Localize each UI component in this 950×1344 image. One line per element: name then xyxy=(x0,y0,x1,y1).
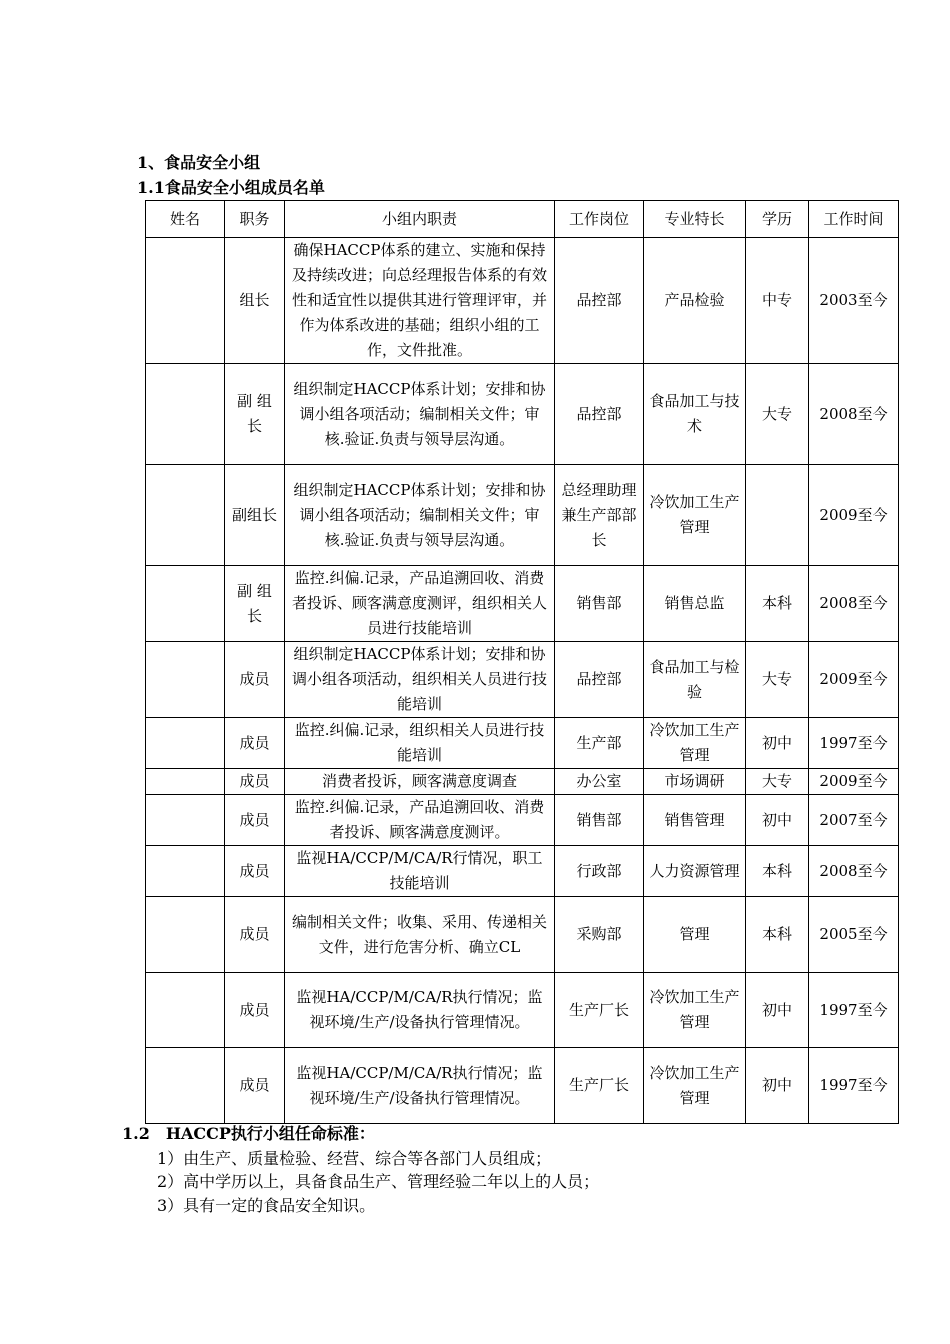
cell-position: 成员 xyxy=(225,718,285,769)
cell-specialty: 管理 xyxy=(644,897,746,973)
cell-duty: 编制相关文件；收集、采用、传递相关文件，进行危害分析、确立CL xyxy=(285,897,555,973)
cell-post: 生产厂长 xyxy=(555,973,644,1048)
cell-post: 总经理助理兼生产部部长 xyxy=(555,465,644,566)
cell-education: 本科 xyxy=(746,846,809,897)
cell-duty: 监控.纠偏.记录，产品追溯回收、消费者投诉、顾客满意度测评。 xyxy=(285,795,555,846)
cell-name xyxy=(146,718,225,769)
cell-name xyxy=(146,1048,225,1124)
header-duty: 小组内职责 xyxy=(285,201,555,238)
cell-since: 2005至今 xyxy=(809,897,899,973)
cell-duty: 组织制定HACCP体系计划；安排和协调小组各项活动；编制相关文件；审核.验证.负责与领导层沟通。 xyxy=(285,364,555,465)
cell-education: 初中 xyxy=(746,718,809,769)
cell-since: 2009至今 xyxy=(809,465,899,566)
table-row xyxy=(146,465,899,566)
cell-duty: 监视HA/CCP/M/CA/R执行情况；监视环境/生产/设备执行管理情况。 xyxy=(285,1048,555,1124)
cell-education: 大专 xyxy=(746,364,809,465)
cell-education: 初中 xyxy=(746,973,809,1048)
cell-post: 品控部 xyxy=(555,364,644,465)
cell-duty: 监视HA/CCP/M/CA/R行情况，职工技能培训 xyxy=(285,846,555,897)
cell-position: 成员 xyxy=(225,642,285,718)
cell-position: 成员 xyxy=(225,769,285,795)
cell-duty: 监控.纠偏.记录，产品追溯回收、消费者投诉、顾客满意度测评，组织相关人员进行技能培训 xyxy=(285,566,555,642)
cell-duty: 确保HACCP体系的建立、实施和保持及持续改进；向总经理报告体系的有效性和适宜性以提供其进行管理评审，并作为体系改进的基础；组织小组的工作，文件批准。 xyxy=(285,238,555,364)
cell-specialty: 销售管理 xyxy=(644,795,746,846)
cell-post: 销售部 xyxy=(555,566,644,642)
cell-specialty: 冷饮加工生产管理 xyxy=(644,718,746,769)
cell-post: 生产厂长 xyxy=(555,1048,644,1124)
table-row xyxy=(146,973,899,1048)
cell-since: 2009至今 xyxy=(809,642,899,718)
cell-post: 办公室 xyxy=(555,769,644,795)
cell-name xyxy=(146,769,225,795)
header-name: 姓名 xyxy=(146,201,225,238)
cell-name xyxy=(146,846,225,897)
cell-education: 初中 xyxy=(746,795,809,846)
cell-education: 本科 xyxy=(746,897,809,973)
table-row xyxy=(146,364,899,465)
header-education: 学历 xyxy=(746,201,809,238)
cell-specialty: 产品检验 xyxy=(644,238,746,364)
table-row xyxy=(146,897,899,973)
cell-specialty: 人力资源管理 xyxy=(644,846,746,897)
cell-post: 生产部 xyxy=(555,718,644,769)
subsection-title: 1.1食品安全小组成员名单 xyxy=(137,178,325,197)
cell-duty: 消费者投诉，顾客满意度调查 xyxy=(285,769,555,795)
cell-specialty: 食品加工与技术 xyxy=(644,364,746,465)
cell-position: 副 组长 xyxy=(225,566,285,642)
cell-post: 行政部 xyxy=(555,846,644,897)
cell-position: 副组长 xyxy=(225,465,285,566)
cell-education: 本科 xyxy=(746,566,809,642)
cell-name xyxy=(146,973,225,1048)
cell-position: 组长 xyxy=(225,238,285,364)
cell-since: 2003至今 xyxy=(809,238,899,364)
cell-since: 1997至今 xyxy=(809,1048,899,1124)
cell-since: 2007至今 xyxy=(809,795,899,846)
criteria-item: 3）具有一定的食品安全知识。 xyxy=(157,1196,376,1215)
cell-name xyxy=(146,238,225,364)
header-since: 工作时间 xyxy=(809,201,899,238)
cell-education: 初中 xyxy=(746,1048,809,1124)
cell-position: 成员 xyxy=(225,897,285,973)
table-row xyxy=(146,846,899,897)
cell-post: 采购部 xyxy=(555,897,644,973)
table-row xyxy=(146,642,899,718)
section-title: 1、食品安全小组 xyxy=(137,153,261,172)
table-header-row xyxy=(146,201,899,238)
cell-duty: 监视HA/CCP/M/CA/R执行情况；监视环境/生产/设备执行管理情况。 xyxy=(285,973,555,1048)
cell-position: 成员 xyxy=(225,795,285,846)
table-row xyxy=(146,566,899,642)
cell-specialty: 冷饮加工生产管理 xyxy=(644,973,746,1048)
cell-position: 成员 xyxy=(225,973,285,1048)
cell-position: 成员 xyxy=(225,1048,285,1124)
cell-specialty: 冷饮加工生产管理 xyxy=(644,465,746,566)
cell-position: 成员 xyxy=(225,846,285,897)
header-position: 职务 xyxy=(225,201,285,238)
criteria-title: 1.2 HACCP执行小组任命标准： xyxy=(122,1124,375,1143)
cell-name xyxy=(146,465,225,566)
header-specialty: 专业特长 xyxy=(644,201,746,238)
cell-name xyxy=(146,795,225,846)
cell-education: 中专 xyxy=(746,238,809,364)
cell-duty: 组织制定HACCP体系计划；安排和协调小组各项活动；编制相关文件；审核.验证.负责与领导层沟通。 xyxy=(285,465,555,566)
cell-specialty: 市场调研 xyxy=(644,769,746,795)
cell-specialty: 食品加工与检验 xyxy=(644,642,746,718)
table-row xyxy=(146,718,899,769)
cell-specialty: 销售总监 xyxy=(644,566,746,642)
cell-education: 大专 xyxy=(746,642,809,718)
cell-since: 2008至今 xyxy=(809,364,899,465)
criteria-item: 1）由生产、质量检验、经营、综合等各部门人员组成； xyxy=(157,1149,552,1168)
cell-since: 2008至今 xyxy=(809,566,899,642)
cell-name xyxy=(146,566,225,642)
cell-post: 品控部 xyxy=(555,238,644,364)
cell-post: 品控部 xyxy=(555,642,644,718)
cell-name xyxy=(146,897,225,973)
cell-name xyxy=(146,642,225,718)
header-post: 工作岗位 xyxy=(555,201,644,238)
cell-education: 大专 xyxy=(746,769,809,795)
cell-since: 1997至今 xyxy=(809,973,899,1048)
table-row xyxy=(146,795,899,846)
cell-specialty: 冷饮加工生产管理 xyxy=(644,1048,746,1124)
criteria-item: 2）高中学历以上，具备食品生产、管理经验二年以上的人员； xyxy=(157,1172,600,1191)
cell-duty: 监控.纠偏.记录，组织相关人员进行技能培训 xyxy=(285,718,555,769)
cell-name xyxy=(146,364,225,465)
cell-post: 销售部 xyxy=(555,795,644,846)
cell-duty: 组织制定HACCP体系计划；安排和协调小组各项活动，组织相关人员进行技能培训 xyxy=(285,642,555,718)
table-row xyxy=(146,769,899,795)
table-row xyxy=(146,238,899,364)
cell-since: 2008至今 xyxy=(809,846,899,897)
cell-since: 1997至今 xyxy=(809,718,899,769)
cell-since: 2009至今 xyxy=(809,769,899,795)
cell-education xyxy=(746,465,809,566)
cell-position: 副 组长 xyxy=(225,364,285,465)
members-table xyxy=(145,200,899,1124)
table-row xyxy=(146,1048,899,1124)
